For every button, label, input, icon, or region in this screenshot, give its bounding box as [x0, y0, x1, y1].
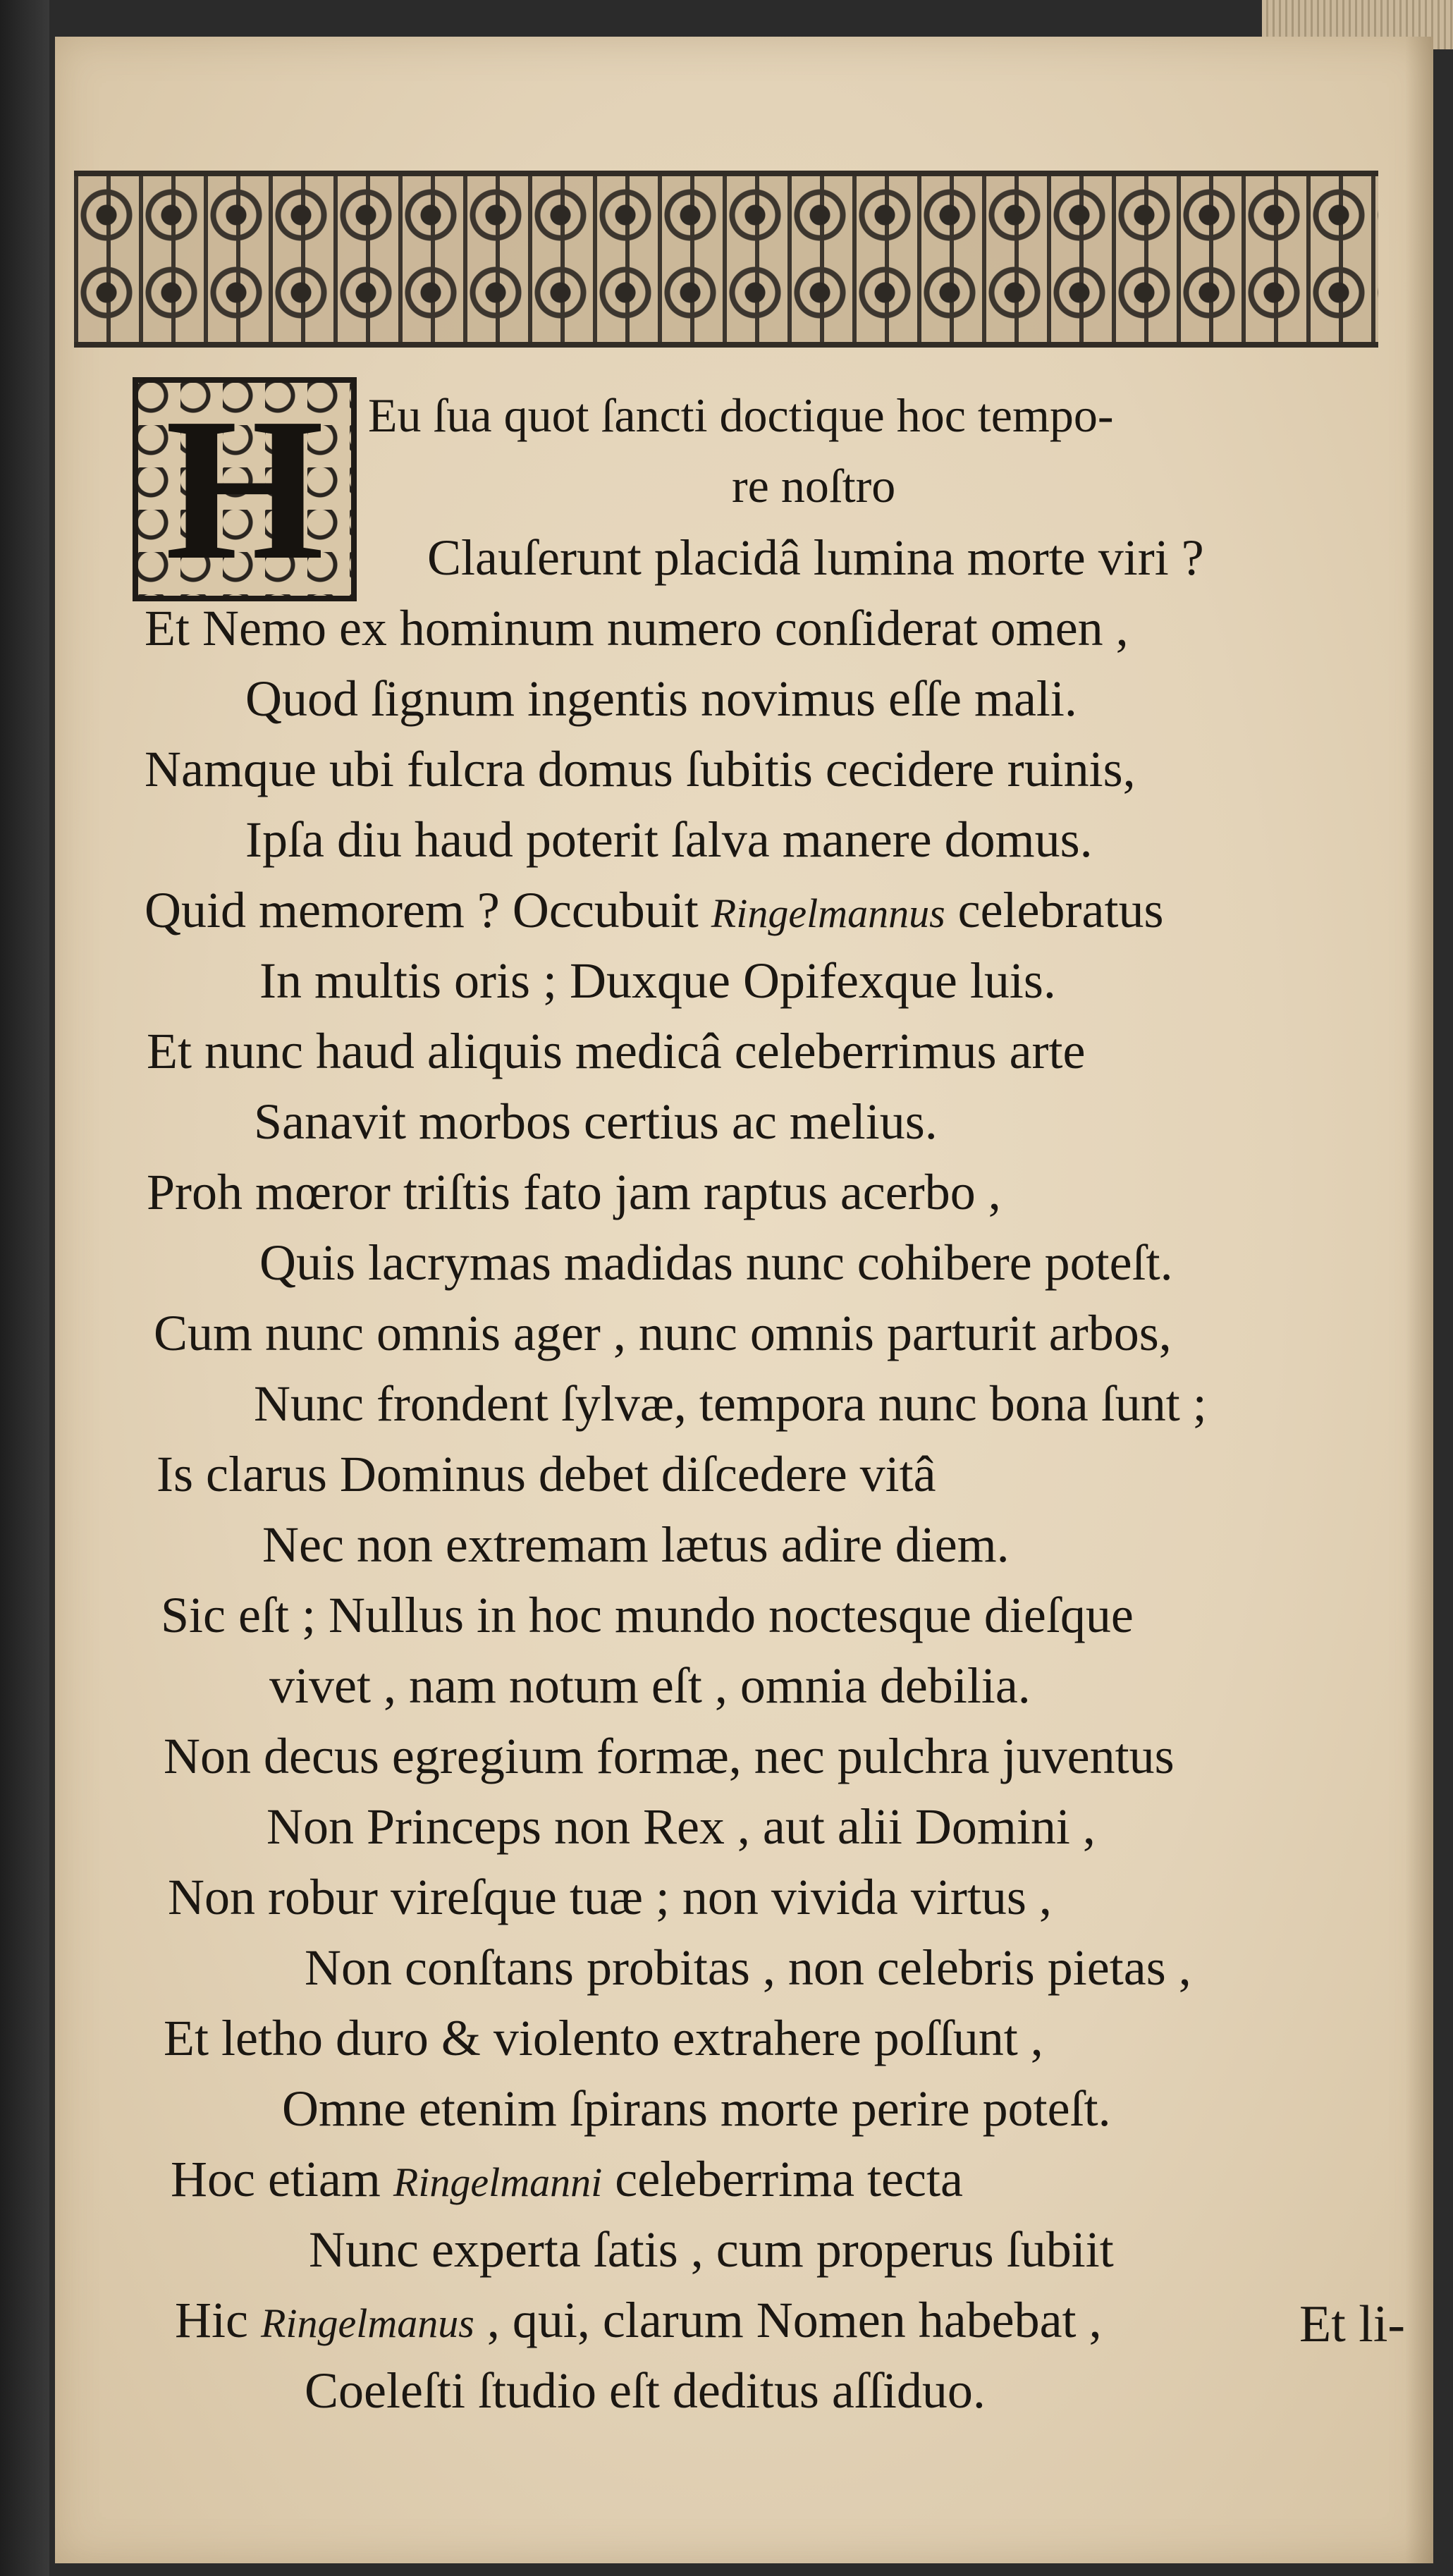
decorative-headpiece [74, 171, 1378, 348]
verse-line [259, 952, 1056, 1009]
verse-text: Proh mœror triſtis fato jam raptus acerbo , [147, 1164, 1001, 1220]
verse-text: celebratus [945, 882, 1164, 938]
verse-text: Cum nunc omnis ager , nunc omnis parturit arbos, [154, 1305, 1172, 1361]
verse-text: Is clarus Dominus debet diſcedere vitâ [157, 1446, 936, 1502]
page-shadow [1405, 37, 1433, 2563]
verse-text: Non robur vireſque tuæ ; non vivida virtus , [168, 1869, 1052, 1925]
decorated-initial [133, 377, 357, 601]
verse-line [145, 741, 1136, 797]
verse-text: re noſtro [732, 459, 896, 513]
verse-line [732, 459, 896, 513]
verse-line [254, 1093, 938, 1150]
verse-text: celeberrima tecta [602, 2151, 963, 2207]
verse-text: In multis oris ; Duxque Opifexque luis. [259, 952, 1056, 1009]
verse-line [145, 882, 1164, 938]
proper-name: Ringelmanni [393, 2159, 603, 2205]
verse-line [164, 2010, 1043, 2066]
verse-line [262, 1516, 1010, 1573]
verse-line [168, 1869, 1052, 1925]
verse-line [259, 1234, 1173, 1291]
verse-text: Et Nemo ex hominum numero conſiderat omen , [145, 600, 1129, 656]
verse-text: Hic [175, 2292, 261, 2348]
initial-letter: H [165, 376, 324, 602]
verse-text: Eu ſua quot ſancti doctique hoc tempo- [368, 388, 1114, 442]
verse-line [145, 600, 1129, 656]
verse-text: Nec non extremam lætus adire diem. [262, 1516, 1010, 1573]
verse-text: Nunc frondent ſylvæ, tempora nunc bona ſunt ; [254, 1375, 1207, 1432]
verse-text: Et nunc haud aliquis medicâ celeberrimus arte [147, 1023, 1086, 1079]
verse-line [164, 1728, 1175, 1784]
verse-line [245, 670, 1077, 727]
verse-line [147, 1164, 1001, 1220]
verse-line [245, 811, 1093, 868]
verse-text: Et letho duro & violento extrahere poſſunt , [164, 2010, 1043, 2066]
verse-line [147, 1023, 1086, 1079]
verse-line [254, 1375, 1207, 1432]
book-spine [0, 0, 49, 2576]
verse-text: Sanavit morbos certius ac melius. [254, 1093, 938, 1150]
verse-line [305, 1939, 1191, 1996]
verse-line [266, 1798, 1096, 1855]
proper-name: Ringelmannus [711, 890, 945, 936]
verse-text: Clauſerunt placidâ lumina morte viri ? [427, 529, 1204, 586]
verse-line [309, 2221, 1114, 2278]
proper-name: Ringelmanus [260, 2300, 474, 2346]
verse-text: vivet , nam notum eſt , omnia debilia. [269, 1657, 1031, 1714]
verse-line [282, 2080, 1111, 2137]
verse-text: Ipſa diu haud poterit ſalva manere domus. [245, 811, 1093, 868]
verse-line [269, 1657, 1031, 1714]
verse-text: Sic eſt ; Nullus in hoc mundo noctesque dieſque [161, 1587, 1134, 1643]
verse-line [427, 529, 1204, 586]
verse-text: Hoc etiam [171, 2151, 393, 2207]
verse-line [161, 1587, 1134, 1643]
verse-line [157, 1446, 936, 1502]
verse-line [171, 2151, 963, 2207]
verse-line [305, 2362, 986, 2419]
verse-text: Omne etenim ſpirans morte perire poteſt. [282, 2080, 1111, 2137]
verse-text: Quis lacrymas madidas nunc cohibere poteſt. [259, 1234, 1173, 1291]
verse-line [175, 2292, 1102, 2348]
verse-line [154, 1305, 1172, 1361]
verse-text: Non Princeps non Rex , aut alii Domini , [266, 1798, 1096, 1855]
verse-text: Non decus egregium formæ, nec pulchra juventus [164, 1728, 1175, 1784]
verse-text: Namque ubi fulcra domus ſubitis cecidere ruinis, [145, 741, 1136, 797]
verse-text: Quid memorem ? Occubuit [145, 882, 711, 938]
verse-text: Coeleſti ſtudio eſt deditus aſſiduo. [305, 2362, 986, 2419]
catchword: Et li- [1299, 2295, 1406, 2353]
verse-text: Nunc experta ſatis , cum properus ſubiit [309, 2221, 1114, 2278]
verse-line [368, 388, 1114, 442]
verse-text: Non conſtans probitas , non celebris pietas , [305, 1939, 1191, 1996]
verse-text: , qui, clarum Nomen habebat , [474, 2292, 1102, 2348]
verse-text: Quod ſignum ingentis novimus eſſe mali. [245, 670, 1077, 727]
